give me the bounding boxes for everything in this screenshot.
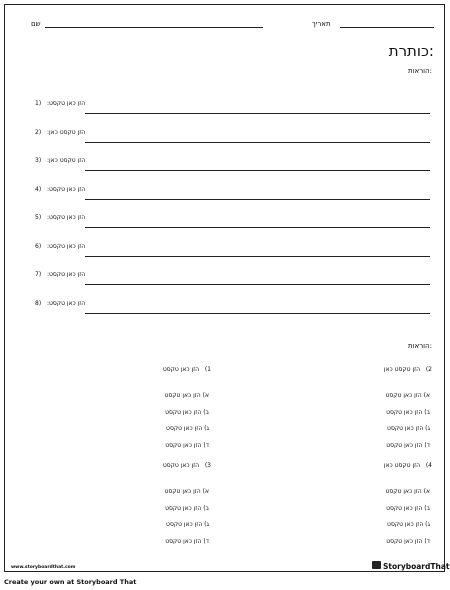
question-number: 1) (204, 366, 211, 373)
line-number: 2) (35, 129, 42, 136)
answer-line[interactable] (85, 284, 430, 285)
answer-line[interactable] (85, 256, 430, 257)
answer-line[interactable] (85, 142, 430, 143)
option-text: הזן כאן טקסט (164, 392, 201, 399)
answer-line[interactable] (85, 170, 430, 171)
option-letter: ב) (424, 408, 430, 416)
option-text: הזן כאן טקסט (164, 488, 201, 495)
question-number: 3) (204, 462, 211, 469)
answer-option[interactable] (386, 505, 430, 512)
option-text: הזן כאן טקסט (385, 392, 422, 399)
option-text: הזן כאן טקסט (386, 504, 423, 512)
option-letter: ב) (424, 504, 430, 512)
answer-option[interactable] (386, 409, 430, 416)
option-text: הזן כאן טקסט (386, 408, 423, 416)
answer-option[interactable] (165, 409, 209, 416)
line-prompt: הזן כאן טקסט: (47, 214, 86, 221)
option-text: הזן כאן טקסט (166, 425, 203, 432)
worksheet-page (4, 4, 450, 572)
option-letter: א) (202, 392, 209, 399)
option-text: הזן כאן טקסט (385, 488, 422, 495)
option-letter: ג) (204, 425, 209, 432)
question-prompt-row (384, 366, 432, 373)
instructions-label-1: :הוראות (408, 67, 432, 75)
option-text: הזן כאן טקסט (387, 425, 424, 432)
option-letter: ג) (204, 521, 209, 528)
answer-option[interactable] (166, 425, 209, 432)
option-text: הזן כאן טקסט (165, 504, 202, 512)
question-text: הזן טקסט כאן (383, 366, 421, 373)
storyboard-logo-icon (372, 561, 381, 569)
question-number: 2) (425, 366, 432, 373)
line-prompt: הזן טקסט כאן: (47, 129, 86, 136)
instructions-label-2: :הוראות (408, 342, 432, 350)
option-letter: ד) (203, 441, 209, 449)
option-text: הזן כאן טקסט (165, 408, 202, 416)
answer-line[interactable] (85, 113, 430, 114)
line-prompt: הזן כאן טקסט: (47, 243, 86, 250)
question-text: הזן כאן טקסט (162, 462, 200, 469)
answer-option[interactable] (386, 442, 430, 449)
answer-option[interactable] (165, 505, 209, 512)
answer-option[interactable] (165, 488, 209, 495)
name-line[interactable] (45, 27, 263, 28)
website-url: www.storyboardthat.com (11, 565, 76, 570)
answer-option[interactable] (387, 521, 430, 528)
answer-option[interactable] (386, 488, 430, 495)
question-number: 4) (425, 462, 432, 469)
question-text: הזן טקסט כאן (383, 462, 421, 469)
line-number: 1) (35, 100, 42, 107)
answer-option[interactable] (165, 538, 209, 545)
footer-text: Create your own at Storyboard That (4, 578, 137, 586)
answer-option[interactable] (165, 392, 209, 399)
worksheet-title: :כותרת (388, 42, 434, 60)
option-letter: ג) (425, 425, 430, 432)
line-prompt: הזן טקסט כאן: (47, 157, 86, 164)
line-number: 4) (35, 186, 42, 193)
line-number: 5) (35, 214, 42, 221)
question-prompt-row (163, 462, 211, 469)
line-number: 7) (35, 271, 42, 278)
line-number: 3) (35, 157, 42, 164)
option-letter: ד) (424, 537, 430, 545)
line-prompt: הזן כאן טקסט: (47, 271, 86, 278)
answer-option[interactable] (387, 425, 430, 432)
option-text: הזן כאן טקסט (386, 537, 423, 545)
name-label: שם (31, 20, 41, 28)
answer-line[interactable] (85, 227, 430, 228)
option-letter: ג) (425, 521, 430, 528)
option-letter: ד) (424, 441, 430, 449)
line-number: 8) (35, 300, 42, 307)
question-text: הזן כאן טקסט (162, 366, 200, 373)
option-letter: ב) (203, 408, 209, 416)
date-line[interactable] (340, 27, 434, 28)
storyboard-logo-text: StoryboardThat (383, 562, 450, 571)
option-letter: ב) (203, 504, 209, 512)
option-letter: א) (423, 392, 430, 399)
answer-line[interactable] (85, 313, 430, 314)
line-prompt: הזן כאן טקסט: (47, 100, 86, 107)
answer-option[interactable] (386, 538, 430, 545)
date-label: תאריך (312, 20, 331, 28)
option-letter: ד) (203, 537, 209, 545)
question-prompt-row (163, 366, 211, 373)
line-prompt: הזן כאן טקסט: (47, 300, 86, 307)
answer-option[interactable] (165, 442, 209, 449)
line-prompt: הזן כאן טקסט: (47, 186, 86, 193)
answer-option[interactable] (386, 392, 430, 399)
line-number: 6) (35, 243, 42, 250)
option-letter: א) (202, 488, 209, 495)
answer-option[interactable] (166, 521, 209, 528)
question-prompt-row (384, 462, 432, 469)
option-text: הזן כאן טקסט (166, 521, 203, 528)
option-text: הזן כאן טקסט (387, 521, 424, 528)
option-text: הזן כאן טקסט (165, 537, 202, 545)
option-text: הזן כאן טקסט (165, 441, 202, 449)
option-letter: א) (423, 488, 430, 495)
option-text: הזן כאן טקסט (386, 441, 423, 449)
answer-line[interactable] (85, 199, 430, 200)
